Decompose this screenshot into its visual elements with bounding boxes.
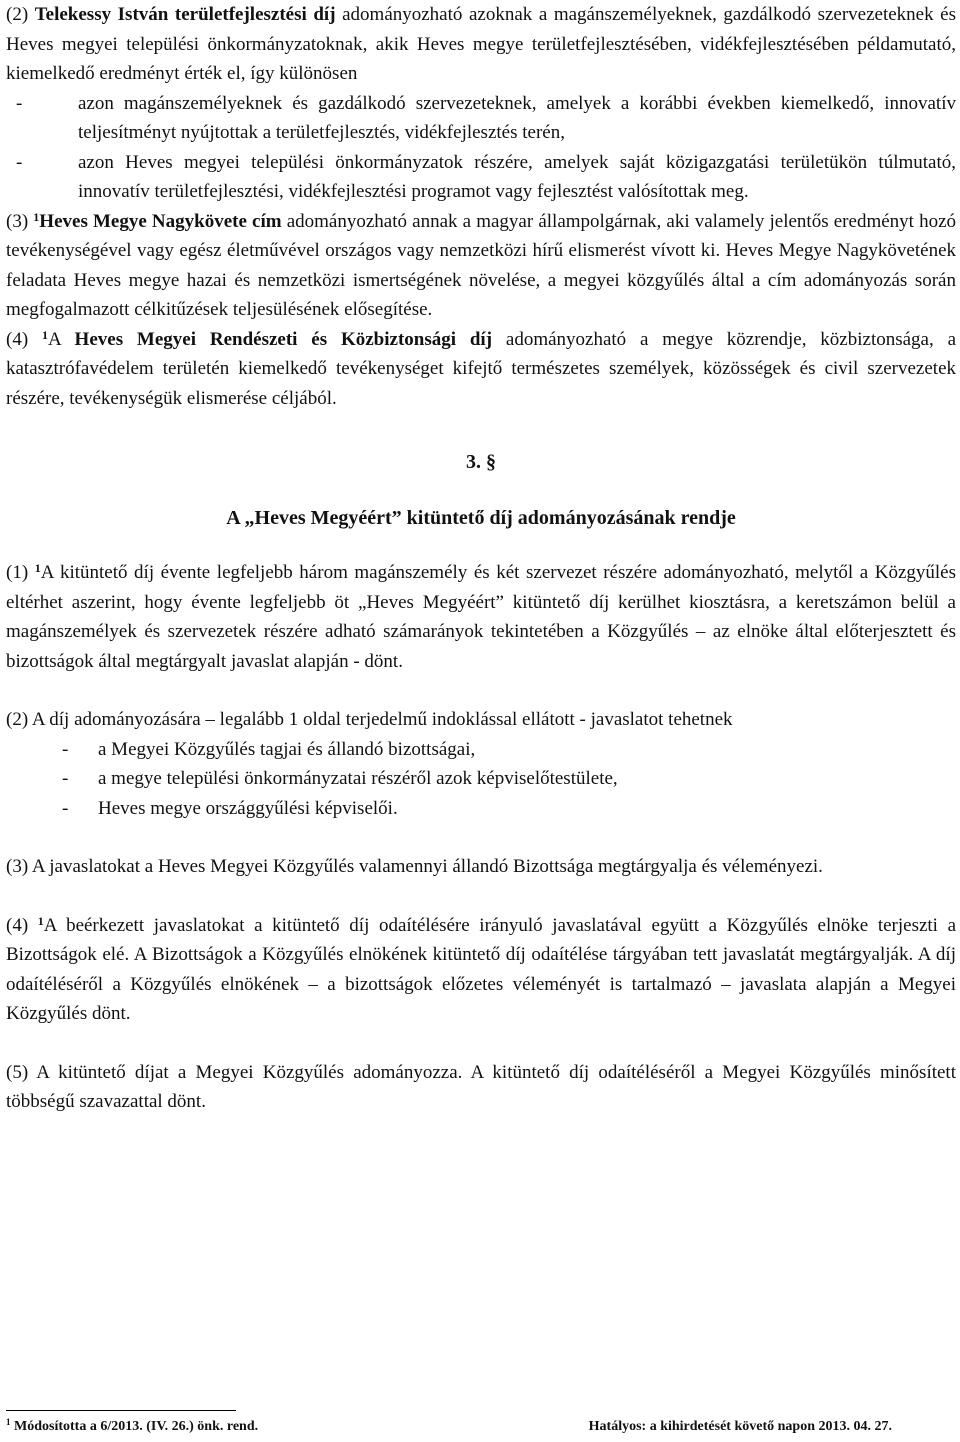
list-item: - azon magánszemélyeknek és gazdálkodó szervezeteknek, amelyek a korábbi években kiemelkedő, innovatív teljesítményt nyújtottak a területfejlesztés, vidékfejlesztés terén,	[6, 89, 956, 148]
paragraph-3-nagykovet	[6, 207, 956, 325]
paragraph-number: (3)	[6, 210, 34, 232]
paragraph-text: (5) A kitüntető díjat a Megyei Közgyűlés adományozza. A kitüntető díj odaítéléséről a Megyei Közgyűlés minősített többségű szavazattal dönt.	[6, 1061, 956, 1112]
paragraph-number: (2)	[6, 4, 35, 25]
section-heading: 3. §	[466, 451, 496, 473]
paragraph-3-1	[6, 558, 956, 676]
section-title: A „Heves Megyéért” kitüntető díj adományozásának rendje	[226, 507, 736, 529]
footnote-effective-date: Hatályos: a kihirdetését követő napon 2013. 04. 27.	[588, 1419, 892, 1434]
list-item: - a Megyei Közgyűlés tagjai és állandó bizottságai,	[6, 735, 956, 765]
footnote-ref: 1	[42, 327, 49, 342]
list-item: - a megye települési önkormányzatai részéről azok képviselőtestülete,	[6, 764, 956, 794]
footnote-marker: 1	[6, 1417, 11, 1427]
paragraph-text: adományozható azoknak a magánszemélyeknek, gazdálkodó szervezeteknek és Heves megyei települési önkormányzatoknak, akik Heves megye területfejlesztésében, vidékfejlesztésében példamutató, kiemelkedő eredményt érték el, így különösen	[6, 4, 957, 84]
paragraph-number: (4)	[6, 328, 43, 350]
paragraph-text: (3) A javaslatokat a Heves Megyei Közgyűlés valamennyi állandó Bizottsága megtárgyalja és véleményezi.	[6, 856, 823, 877]
list-item: - azon Heves megyei települési önkormányzatok részére, amelyek saját közigazgatási területükön túlmutató, innovatív területfejlesztési, vidékfejlesztési programot vagy fejlesztést valósítottak meg.	[6, 148, 956, 207]
award-title: Heves Megyei Rendészeti és Közbiztonsági díj	[74, 328, 493, 350]
footnote-ref: 1	[34, 561, 41, 575]
list-dash: -	[62, 738, 69, 760]
award-title: Heves Megye Nagykövete cím	[39, 210, 282, 232]
paragraph-2-telekessy	[6, 0, 956, 89]
proposer-list	[6, 735, 956, 824]
footnote-ref: 1	[33, 209, 40, 224]
paragraph-3-5	[6, 1058, 956, 1117]
footnote-divider	[6, 1410, 236, 1411]
paragraph-text: adományozható annak a magyar állampolgárnak, aki valamely jelentős eredményt hozó tevékenységével vagy egész életművével országos vagy nemzetközi hírű elismerést vívott ki. Heves Megye Nagykövetének feladata Heves megye hazai és nemzetközi ismertségének növelése, a megyei közgyűlés által a cím adományozás során megfogalmazott célkitűzések teljesülésének elősegítése.	[6, 210, 956, 320]
paragraph-3-4	[6, 911, 956, 1029]
paragraph-text: A beérkezett javaslatokat a kitüntető díj odaítélésére irányuló javaslatával együtt a Közgyűlés elnöke terjeszti a Bizottságok elé. A Bizottságok a Közgyűlés elnökének kitüntető díj odaítélése tárgyában tett javaslatát megtárgyalják. A díj odaítéléséről a Közgyűlés elnökének – a bizottságok előzetes véleményét is tartalmazó – javaslata alapján a Megyei Közgyűlés dönt.	[6, 914, 957, 1024]
list-dash: -	[62, 797, 69, 819]
footnote-ref: 1	[37, 913, 44, 928]
paragraph-text: (2) A díj adományozására – legalább 1 oldal terjedelmű indoklással ellátott - javaslatot tehetnek	[6, 709, 733, 730]
list-dash: -	[16, 151, 23, 173]
criteria-list	[6, 89, 956, 207]
list-dash: -	[62, 768, 69, 789]
footnote	[6, 1418, 892, 1436]
footnote-amendment: $^1$ Módosította a 6/2013. (IV. 26.) önk. rend.	[6, 1417, 259, 1434]
award-title: Telekessy István területfejlesztési díj	[34, 4, 336, 25]
document-page	[6, 0, 956, 1117]
paragraph-text: A kitüntető díj évente legfeljebb három magánszemély és két szervezet részére adományozható, melytől a Közgyűlés eltérhet aszerint, hogy évente legfeljebb öt „Heves Megyéért” kitüntető díj kerülhet kiosztásra, a keretszámon belül a magánszemélyek és szervezetek részére adható számarányok tekintetében a Közgyűlés – az elnöke által előterjesztett és bizottságok által megtárgyalt javaslat alapján - dönt.	[6, 562, 956, 672]
paragraph-4-rendeszeti: (4) $^1$A Heves Megyei Rendészeti és Közbiztonsági díj adományozható a megye közrendje, közbiztonsága, a katasztrófavédelem területén kiemelkedő tevékenységet kifejtő természetes személyek, közösségek és civil szervezetek részére, tevékenységük elismerése céljából.	[6, 327, 957, 409]
paragraph-number: (1)	[6, 562, 35, 583]
list-item: - Heves megye országgyűlési képviselői.	[6, 794, 956, 824]
paragraph-text: adományozható a megye közrendje, közbiztonsága, a katasztrófavédelem területén kiemelkedő tevékenységet kifejtő természetes személyek, közösségek és civil szervezetek részére, tevékenységük elismerése céljából.	[6, 328, 957, 409]
paragraph-3-3	[6, 852, 956, 882]
paragraph-3-2	[6, 705, 956, 735]
paragraph-number: (4)	[6, 914, 38, 936]
list-dash: -	[16, 92, 23, 114]
